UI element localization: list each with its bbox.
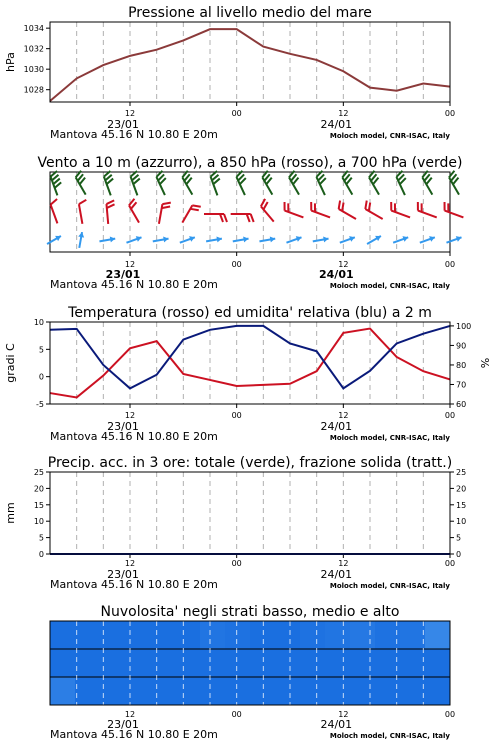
cloud-cell [150, 677, 176, 705]
x-tick-label: 00 [444, 411, 456, 420]
station-info: Mantova 45.16 N 10.80 E 20m [50, 430, 218, 443]
x-tick-label: 00 [444, 260, 456, 269]
y-tick-label: 25 [33, 468, 44, 477]
date-label: 23/01 [107, 718, 139, 731]
y2-tick-label: 0 [456, 550, 462, 559]
cloud-cell [100, 677, 126, 705]
station-info: Mantova 45.16 N 10.80 E 20m [50, 278, 218, 291]
cloud-cell [175, 649, 201, 677]
cloud-cell [425, 621, 451, 649]
chart-title: Temperatura (rosso) ed umidita' relativa (blu) a 2 m [68, 305, 432, 321]
model-credit: Moloch model, CNR-ISAC, Italy [329, 132, 450, 140]
cloud-cell [125, 649, 151, 677]
x-tick-label: 12 [338, 710, 349, 719]
cloud-cell [400, 621, 426, 649]
model-credit: Moloch model, CNR-ISAC, Italy [329, 282, 450, 290]
x-tick-label: 12 [124, 710, 136, 719]
y2-tick-label: 5 [456, 533, 462, 543]
cloud-cell [375, 649, 401, 677]
chart-title: Vento a 10 m (azzurro), a 850 hPa (rosso), a 700 hPa (verde) [37, 155, 463, 171]
station-info: Mantova 45.16 N 10.80 E 20m [50, 128, 218, 141]
cloud-cell [50, 677, 76, 705]
cloud-cell [125, 621, 151, 649]
chart-title: Precip. acc. in 3 ore: totale (verde), frazione solida (tratt.) [47, 455, 453, 471]
x-tick-label: 00 [444, 559, 456, 568]
y2-tick-label: 15 [456, 500, 467, 510]
y-tick-label: 20 [33, 484, 44, 494]
cloud-cell [125, 677, 151, 705]
cloud-cell [225, 677, 251, 705]
cloud-cell [350, 621, 376, 649]
cloud-cell [375, 677, 401, 705]
cloud-cell [225, 621, 251, 649]
cloud-cell [200, 649, 226, 677]
model-credit: Moloch model, CNR-ISAC, Italy [329, 732, 450, 740]
x-tick-label: 12 [124, 260, 136, 269]
station-info: Mantova 45.16 N 10.80 E 20m [50, 578, 218, 591]
cloud-cell [250, 677, 276, 705]
y-axis-label: hPa [4, 52, 17, 72]
cloud-cell [75, 649, 101, 677]
x-tick-label: 00 [231, 260, 242, 269]
y-tick-label: 15 [33, 500, 44, 510]
cloud-cell [275, 649, 301, 677]
date-label: 24/01 [320, 568, 353, 581]
x-tick-label: 00 [231, 710, 242, 719]
cloud-cell [225, 649, 251, 677]
wind-barb-feather [339, 201, 340, 209]
chart-title: Nuvolosita' negli strati basso, medio e alto [100, 604, 400, 620]
y-tick-label: 10 [33, 318, 44, 327]
date-label: 23/01 [107, 420, 139, 433]
date-label: 23/01 [107, 118, 139, 131]
date-label: 24/01 [319, 268, 354, 281]
cloud-cell [400, 677, 426, 705]
y-tick-label: 1028 [23, 85, 44, 95]
date-label: 24/01 [320, 118, 353, 131]
y2-tick-label: 20 [456, 484, 467, 494]
wind-barb-feather [369, 203, 370, 211]
cloud-cell [250, 649, 276, 677]
x-tick-label: 00 [444, 109, 456, 118]
x-tick-label: 12 [338, 411, 349, 420]
cloud-cell [50, 621, 76, 649]
y2-tick-label: 60 [456, 400, 467, 409]
x-tick-label: 12 [124, 411, 136, 420]
cloud-cell [325, 649, 351, 677]
x-tick-label: 12 [338, 109, 349, 118]
wind-barb-feather [342, 203, 343, 211]
y-axis-label: gradi C [4, 343, 17, 383]
cloud-cell [350, 677, 376, 705]
cloud-cell [325, 677, 351, 705]
cloud-cell [300, 677, 326, 705]
y2-axis-label: % [479, 357, 492, 369]
cloud-cell [150, 649, 176, 677]
x-tick-label: 00 [231, 411, 242, 420]
y-tick-label: 1032 [23, 44, 44, 54]
cloud-cell [75, 677, 101, 705]
cloud-cell [350, 649, 376, 677]
cloud-cell [325, 621, 351, 649]
y2-tick-label: 100 [456, 321, 472, 331]
station-info: Mantova 45.16 N 10.80 E 20m [50, 728, 218, 741]
y2-tick-label: 25 [456, 468, 467, 477]
date-label: 23/01 [105, 268, 141, 281]
x-tick-label: 12 [338, 559, 349, 568]
cloud-cell [300, 621, 326, 649]
x-tick-label: 00 [231, 109, 242, 118]
cloud-cell [425, 677, 451, 705]
y-tick-label: 1034 [23, 24, 44, 34]
x-tick-label: 12 [124, 559, 136, 568]
y2-tick-label: 10 [456, 517, 467, 527]
date-label: 24/01 [320, 718, 353, 731]
cloud-cell [50, 649, 76, 677]
y-axis-label: mm [4, 502, 17, 524]
chart-title: Pressione al livello medio del mare [128, 5, 372, 21]
y-tick-label: 1030 [23, 65, 44, 75]
x-tick-label: 12 [338, 260, 349, 269]
y2-tick-label: 80 [456, 360, 467, 370]
y-tick-label: -5 [36, 400, 44, 409]
cloud-cell [275, 621, 301, 649]
wind-barb-feather [192, 205, 200, 206]
plot-area [50, 472, 450, 554]
model-credit: Moloch model, CNR-ISAC, Italy [329, 582, 450, 590]
cloud-cell [425, 649, 451, 677]
plot-area [50, 322, 450, 404]
cloud-cell [200, 621, 226, 649]
model-credit: Moloch model, CNR-ISAC, Italy [329, 434, 450, 442]
cloud-cell [200, 677, 226, 705]
x-tick-label: 00 [231, 559, 242, 568]
cloud-cell [300, 649, 326, 677]
cloud-cell [150, 621, 176, 649]
wind-barb-feather [365, 201, 366, 209]
wind-barb-feather [190, 209, 198, 210]
cloud-cell [100, 649, 126, 677]
date-label: 23/01 [107, 568, 139, 581]
y2-tick-label: 90 [456, 341, 467, 351]
y-tick-label: 0 [38, 372, 44, 382]
y2-tick-label: 70 [456, 380, 467, 390]
cloud-cell [400, 649, 426, 677]
y-tick-label: 5 [38, 533, 44, 543]
y-tick-label: 10 [33, 517, 44, 527]
x-tick-label: 00 [444, 710, 456, 719]
cloud-cell [75, 621, 101, 649]
x-tick-label: 12 [124, 109, 136, 118]
y-tick-label: 5 [38, 345, 44, 355]
cloud-cell [175, 677, 201, 705]
date-label: 24/01 [320, 420, 353, 433]
y-tick-label: 0 [38, 550, 44, 559]
cloud-cell [275, 677, 301, 705]
cloud-cell [175, 621, 201, 649]
cloud-cell [250, 621, 276, 649]
